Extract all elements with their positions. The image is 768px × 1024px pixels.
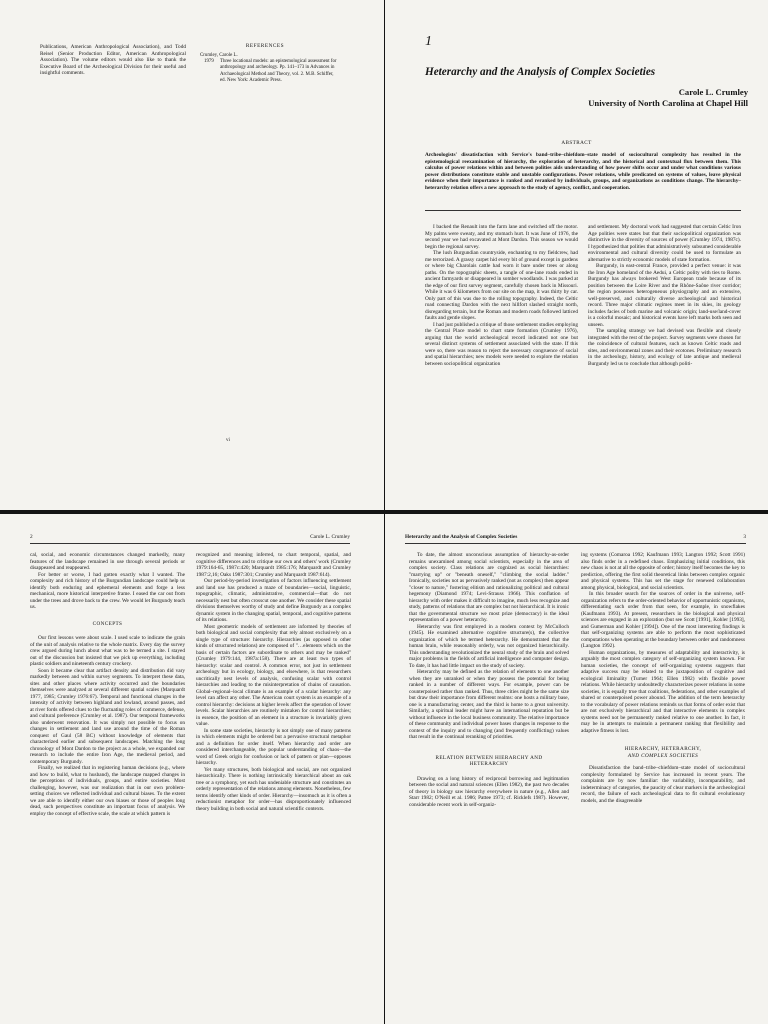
paragraph: Our first lessons were about scale. I used scale to indicate the grain of the unit of analysis relative to the whole matrix. Every day the survey crew argued during lunch about what was to be termed a site. I stayed out of the discussion but insisted that we pick up everything, including plastic soldiers and nineteenth century crockery. [30, 635, 185, 667]
chapter-title: Heterarchy and the Analysis of Complex Societies [425, 66, 656, 78]
page-vi [0, 0, 384, 510]
section-heading-complex-societies-1: HIERARCHY, HETERARCHY, [624, 746, 702, 752]
page-2 [0, 514, 384, 1024]
paragraph: The lush Burgundian countryside, enchanting to my fieldcrew, had me terrorized. A grassy carpet hid every bit of ground except in gardens or where big Charolais cattle had worn it bare under trees or along paths. On the topographic sheets, a tangle of one-lane roads ended in ancient farmyards or disappeared in somber woodlands. I was parked at the edge of our first survey segment, carefully chosen back in Missouri. While it was 6 kilometers from our site on the map, it was thirty by car. Only part of this was due to the rolling topography. Indeed, the Celtic road connecting Dardon with the next hillfort slashed straight north, disregarding terrain, but the Roman and modern roads followed latticed faults and gentle slopes. [425, 250, 578, 321]
section-heading-concepts: CONCEPTS [92, 620, 123, 627]
paragraph: In some state societies, hierarchy is not simply one of many patterns in which elements might be ordered but a pervasive structural metaphor and a definition for order itself. When hierarchy and order are considered interchangeable, the popular understanding of chaos—the word of Greek origin for confusion or lack of pattern or plan—opposes hierarchy. [196, 727, 351, 766]
column-1 [30, 552, 185, 817]
paragraph: For better or worse, I had gotten exactly what I wanted. The complexity and rich history of the Burgundian landscape could help us identify both enduring and ephemeral elements and forge a less mechanical, more historical interpretive frame. I eased the car out from under the trees and drove back to the crew. We would let Burgundy teach us. [30, 571, 185, 610]
section-heading-hierarchy-heterarchy: RELATION BETWEEN HIERARCHY AND HETERARCHY [435, 754, 543, 767]
column-2 [581, 552, 745, 804]
column-1 [425, 224, 578, 367]
column-1 [409, 552, 569, 808]
running-head: Carole L. Crumley [310, 534, 350, 540]
paragraph: The sampling strategy we had devised was flexible and closely integrated with the rest of the project. Survey segments were chosen for the coincidence of cultural features, such as known Celtic roads and sites, and environmental zones and their ecotones. Preliminary research in the archeology, history, and ecology of late antique and medieval Burgundy led us to conclude that although politi- [588, 328, 741, 367]
acknowledgments-text: Publications, American Anthropological Association), and Todd Reisel (Senior Production Editor, American Anthropological Association). The volume editors would also like to thank the Executive Board of the Archeological Division for their useful and insightful comments. [40, 44, 186, 76]
paragraph: Heterarchy was first employed in a modern context by McCulloch (1945). He examined alternative cognitive structure(s), the collective organization of which he termed heterarchy. He demonstrated that the human brain, while reasonably orderly, was not organized hierarchically. This understanding revolutionized the neural study of the brain and solved major problems in the fields of artificial intelligence and computer design. To date, it has had little impact on the study of society. [409, 623, 569, 669]
chapter-number: 1 [425, 34, 432, 49]
author-affiliation: University of North Carolina at Chapel Hill [588, 98, 748, 108]
paragraph: Burgundy, in east-central France, provided a perfect venue: it was the Iron Age homeland of the Aedui, a Celtic polity with ties to Rome. Burgundy has always brokered West European trade because of its position between the Loire River and the Rhône-Saône river corridor; the region possesses heterogeneous physiography and an extensive, well-preserved, and culturally diverse archeological and historical record. Three major climatic regimes meet in its skies, its geology includes facies of both marine and volcanic origin; land-use/land-cover is a colorful mosaic; and historical events have left marks both seen and unseen. [588, 263, 741, 328]
paragraph: ing systems (Comaroa 1992; Kaufmann 1993; Langton 1992; Scott 1991) also finds order in a redefined chaos. Emphasizing initial conditions, this new chaos is not at all the opposite of order; history itself becomes the key to prediction, offering the first solid theoretical links between complex organic and physical systems. This has set the stage for renewed collaboration among physical, biological, and social scientists. [581, 552, 745, 591]
reference-year: 1979 [204, 59, 214, 65]
paragraph: In this broader search for the sources of order in the universe, self-organization refers to the order-oriented behavior of opportunistic organisms, differentiating such order from that seen, for example, in snowflakes (Kaufmann 1993). At present, researchers in the biological and physical sciences are engaged in an exploration (but see Scott [1991], Kohler [1993], and Gumerman and Kohler [1994]). One of the most interesting findings is that self-organizing systems are able to perform the most sophisticated computations when operating at the boundary between order and randomness (Langton 1992). [581, 591, 746, 649]
column-2 [588, 224, 741, 367]
paragraph: I had just published a critique of those settlement studies employing the Central Place model to chart state formation (Crumley 1976), arguing that the world archeological record indicated not one but several distinct systems of settlement associated with the state. If this were so, there was reason to reject the necessary congruence of social and spatial hierarchies; new models were needed to explore the relation between sociopolitical organization [425, 321, 578, 367]
paragraph: and settlement. My doctoral work had suggested that certain Celtic Iron Age polities were states but that their sociopolitical organization was distinctive in the diversity of sources of power (Crumley 1974, 1987c). I hypothesized that polities that administratively subsumed considerable environmental and cultural diversity could be used to formulate an alternative to strictly economic models of state formation. [588, 224, 741, 263]
paragraph: To date, the almost unconscious assumption of hierarchy-as-order remains unexamined among social scientists, especially in the area of complex society. Class relations are cognized as social hierarchies: "marrying up" or "beneath oneself," "climbing the social ladder." Ironically, societies not as pervasively ranked (not as complex) then appear "closer to nature," fostering elitism and rationalizing political and cultural hegemony (Diamond 1974; Levi-Strauss 1966). This conflation of hierarchy with order makes it difficult to imagine, much less recognize and study, patterns of relations that are complex but not hierarchical. It is ironic that the governmental structure we most prize (democracy) is the ideal representation of a power heterarchy. [409, 552, 569, 623]
page-1 [385, 0, 768, 510]
paragraph: cal, social, and economic circumstances changed markedly, many features of the landscape remained in use through several periods or disappeared and reappeared. [30, 552, 185, 571]
paragraph: Yet many structures, both biological and social, are not organized hierarchically. There is nothing intrinsically hierarchical about an oak tree or a symphony, yet each has undeniable structure and constitutes an orderly representation of the relations among elements. Nonetheless, few terms identify other kinds of order. Hierarchy—insomuch as it is often a reductionist metaphor for order—has disproportionately influenced theory building in both social and natural scientific contexts. [196, 766, 351, 812]
paragraph: Dissatisfaction the band–tribe–chiefdom–state model of sociocultural complexity formulated by Service has increased in recent years. The complaints are by now familiar: the variability, incomparability, and indeterminacy of categories, the paucity of clear markers in the archeological record, the failure of each archeological data to fit cultural evolutionary models, and the disagreeable [581, 765, 745, 804]
page-number: 2 [30, 534, 33, 540]
reference-text: Three locational models: an epistemological assessment for anthropology and archeology. Pp. 141–173 in Advances in Archaeological Method and Theory, vol. 2. M.B. Schiffer, ed. New York: Academic Press. [220, 59, 337, 83]
paragraph: I backed the Renault into the farm lane and switched off the motor. My palms were sweaty, and my stomach hurt. It was June of 1976, the second year we had excavated at Mont Dardon. This season we would begin the regional survey. [425, 224, 578, 250]
paragraph: Drawing on a long history of reciprocal borrowing and legitimation between the social and natural sciences (Ellen 1982), the past two decades of theory in biology saw hierarchy everywhere in nature (e.g., Allen and Starr 1982; O'Neill et al. 1986; Pattee 1973; cf. Ricklefs 1987). However, considerable recent work in self-organiz- [409, 775, 569, 808]
header-rule [405, 543, 746, 544]
paragraph: Human organizations, by measures of adaptability and interactivity, is arguably the most complex category of self-organizing system known. For human societies, the concept of self-organizing systems suggests that adaptive success may be related to the juxtaposition of cognitive and ecological liminality (Turner 1964; Ellen 1982) with flexible power relations. While hierarchy undoubtedly characterizes power relations in some societies, it is equally true that coalitions, federations, and other examples of shared or counterpoised power abound. The addition of the term heterarchy to the vocabulary of power relations reminds us that forms of order exist that are not exclusively hierarchical and that interactive elements in complex systems need not be permanently ranked relative to one another. In fact, it may be in attempts to maintain a permanent ranking that flexibility and adaptive fitness is lost. [581, 649, 745, 734]
reference-author: Crumley, Carole L. [200, 53, 238, 58]
page-number: vi [226, 438, 230, 443]
column-2 [196, 552, 351, 812]
abstract-text: Archeologists' dissatisfaction with Service's band–tribe–chiefdom–state model of sociocultural complexity has resulted in the epistemological reexamination of hierarchy, the exploration of heterarchy, and the historical and contextual flux between them. This calculus of power relations within and between polities aids understanding of how power shifts occur and under what conditions various power distributions constitute stable and unstable configurations. Power relations, while predicated on systems of values, leave physical evidence when their importance is ranked and reranked by individuals, groups, and organizations as conditions change. The hierarchy–heterarchy relation offers a new approach to the study of agency, conflict, and cooperation. [425, 152, 741, 191]
header-rule [30, 543, 350, 544]
reference-body [200, 59, 340, 84]
references-heading: REFERENCES [245, 43, 285, 49]
author-name: Carole L. Crumley [678, 87, 748, 97]
paragraph: Finally, we realized that in registering human decisions (e.g., where and how to build, what to husband), the landscape mapped changes in the perceptions of individuals, groups, and entire societies. Most challenging, however, was our realization that in our own problem-setting choices we reflected individual and cultural biases. To the extent we are able to identify either our own biases or those of peoples long dead, such perspectives constitute an important focus of analysis. We employ the concept of effective scale, the scale at which pattern is [30, 765, 185, 817]
paragraph: Our period-by-period investigation of factors influencing settlement and land use has produced a maze of boundaries—social, linguistic, topographic, climatic, administrative, commercial—that do not necessarily nest but often crosscut one another. We consider these spatial divisions themselves worthy of study and define Burgundy as a complex dynamic system in the changing spatial, temporal, and cognitive patterns of its relations. [196, 578, 351, 623]
reference-entry [200, 53, 340, 84]
running-head: Heterarchy and the Analysis of Complex Societies [405, 534, 518, 540]
paragraph: Most geometric models of settlement are informed by theories of both biological and social complexity that rely almost exclusively on a single type of structure: hierarchy. Hierarchies (as opposed to other kinds of structured relations) are composed of "…elements which on the basis of certain factors are subordinate to others and may be ranked" (Crumley 1979:144, 1987a:158). There are at least two types of hierarchy: scalar and control. A common error, not just in settlement archeology but in ecology, biology, and elsewhere, is that researchers uncritically nest levels of analysis, confusing scalar with control hierarchies and leading to the misinterpretation of chains of causation. Global–regional–local climate is an example of a scalar hierarchy: any level can affect any other. The American court system is an example of a control hierarchy: decisions at higher levels affect the operation of lower levels. Scalar hierarchies are routinely mistaken for control hierarchies; in essence, the position of an element in a structure is invariably given value. [196, 623, 351, 727]
paragraph: recognized and meaning inferred, to chart temporal, spatial, and cognitive differences and to critique our own and others' work (Crumley 1979:164-65, 1987c:420; Marquardt 1985:176; Marquardt and Crumley 1987:2,16; Oaks 1987:301; Crumley and Marquardt 1987:614). [196, 552, 351, 578]
page-number: 3 [743, 534, 746, 540]
page-3 [385, 514, 768, 1024]
section-heading-complex-societies-2: AND COMPLEX SOCIETIES [627, 752, 699, 759]
abstract-divider [425, 210, 741, 211]
paragraph: Soon it became clear that artifact density and distribution did vary markedly between and within survey segments. To interpret these data, sites and other places where activity occurred and the boundaries themselves were analyzed at several different spatial scales (Marquardt 1977, 1985; Crumley 1976:67). Temporal and functional changes in the intensity of activity between highland and lowland, around passes, and at river fords offered clues to the fluctuating roles of commerce, defense, and cultural preference (Crumley et al. 1987). Our temporal frameworks also underwent renovation. It was simply not possible to focus on changes in settlement and land use around the time of the Roman conquest of Gaul (58 BC) without knowledge of elements that characterized earlier and subsequent landscapes. Matching the long chronology of Mont Dardon to the project as a whole, we expanded our research to include the entire Iron Age, the medieval period, and contemporary Burgundy. [30, 667, 185, 765]
paragraph: Heterarchy may be defined as the relation of elements to one another when they are unranked or when they possess the potential for being ranked in a number of different ways. For example, power can be counterpoised rather than ranked. Thus, three cities might be the same size but draw their importance from different realms: one hosts a military base, one is a manufacturing center, and the third is home to a great university. Similarly, a spiritual leader might have an international reputation but be without influence in the local business community. The relative importance of these community and individual power bases changes in response to the context of the inquiry and to changing (and frequently conflicting) values that result in the continual reranking of priorities. [409, 669, 569, 740]
abstract-heading: ABSTRACT [561, 140, 592, 146]
